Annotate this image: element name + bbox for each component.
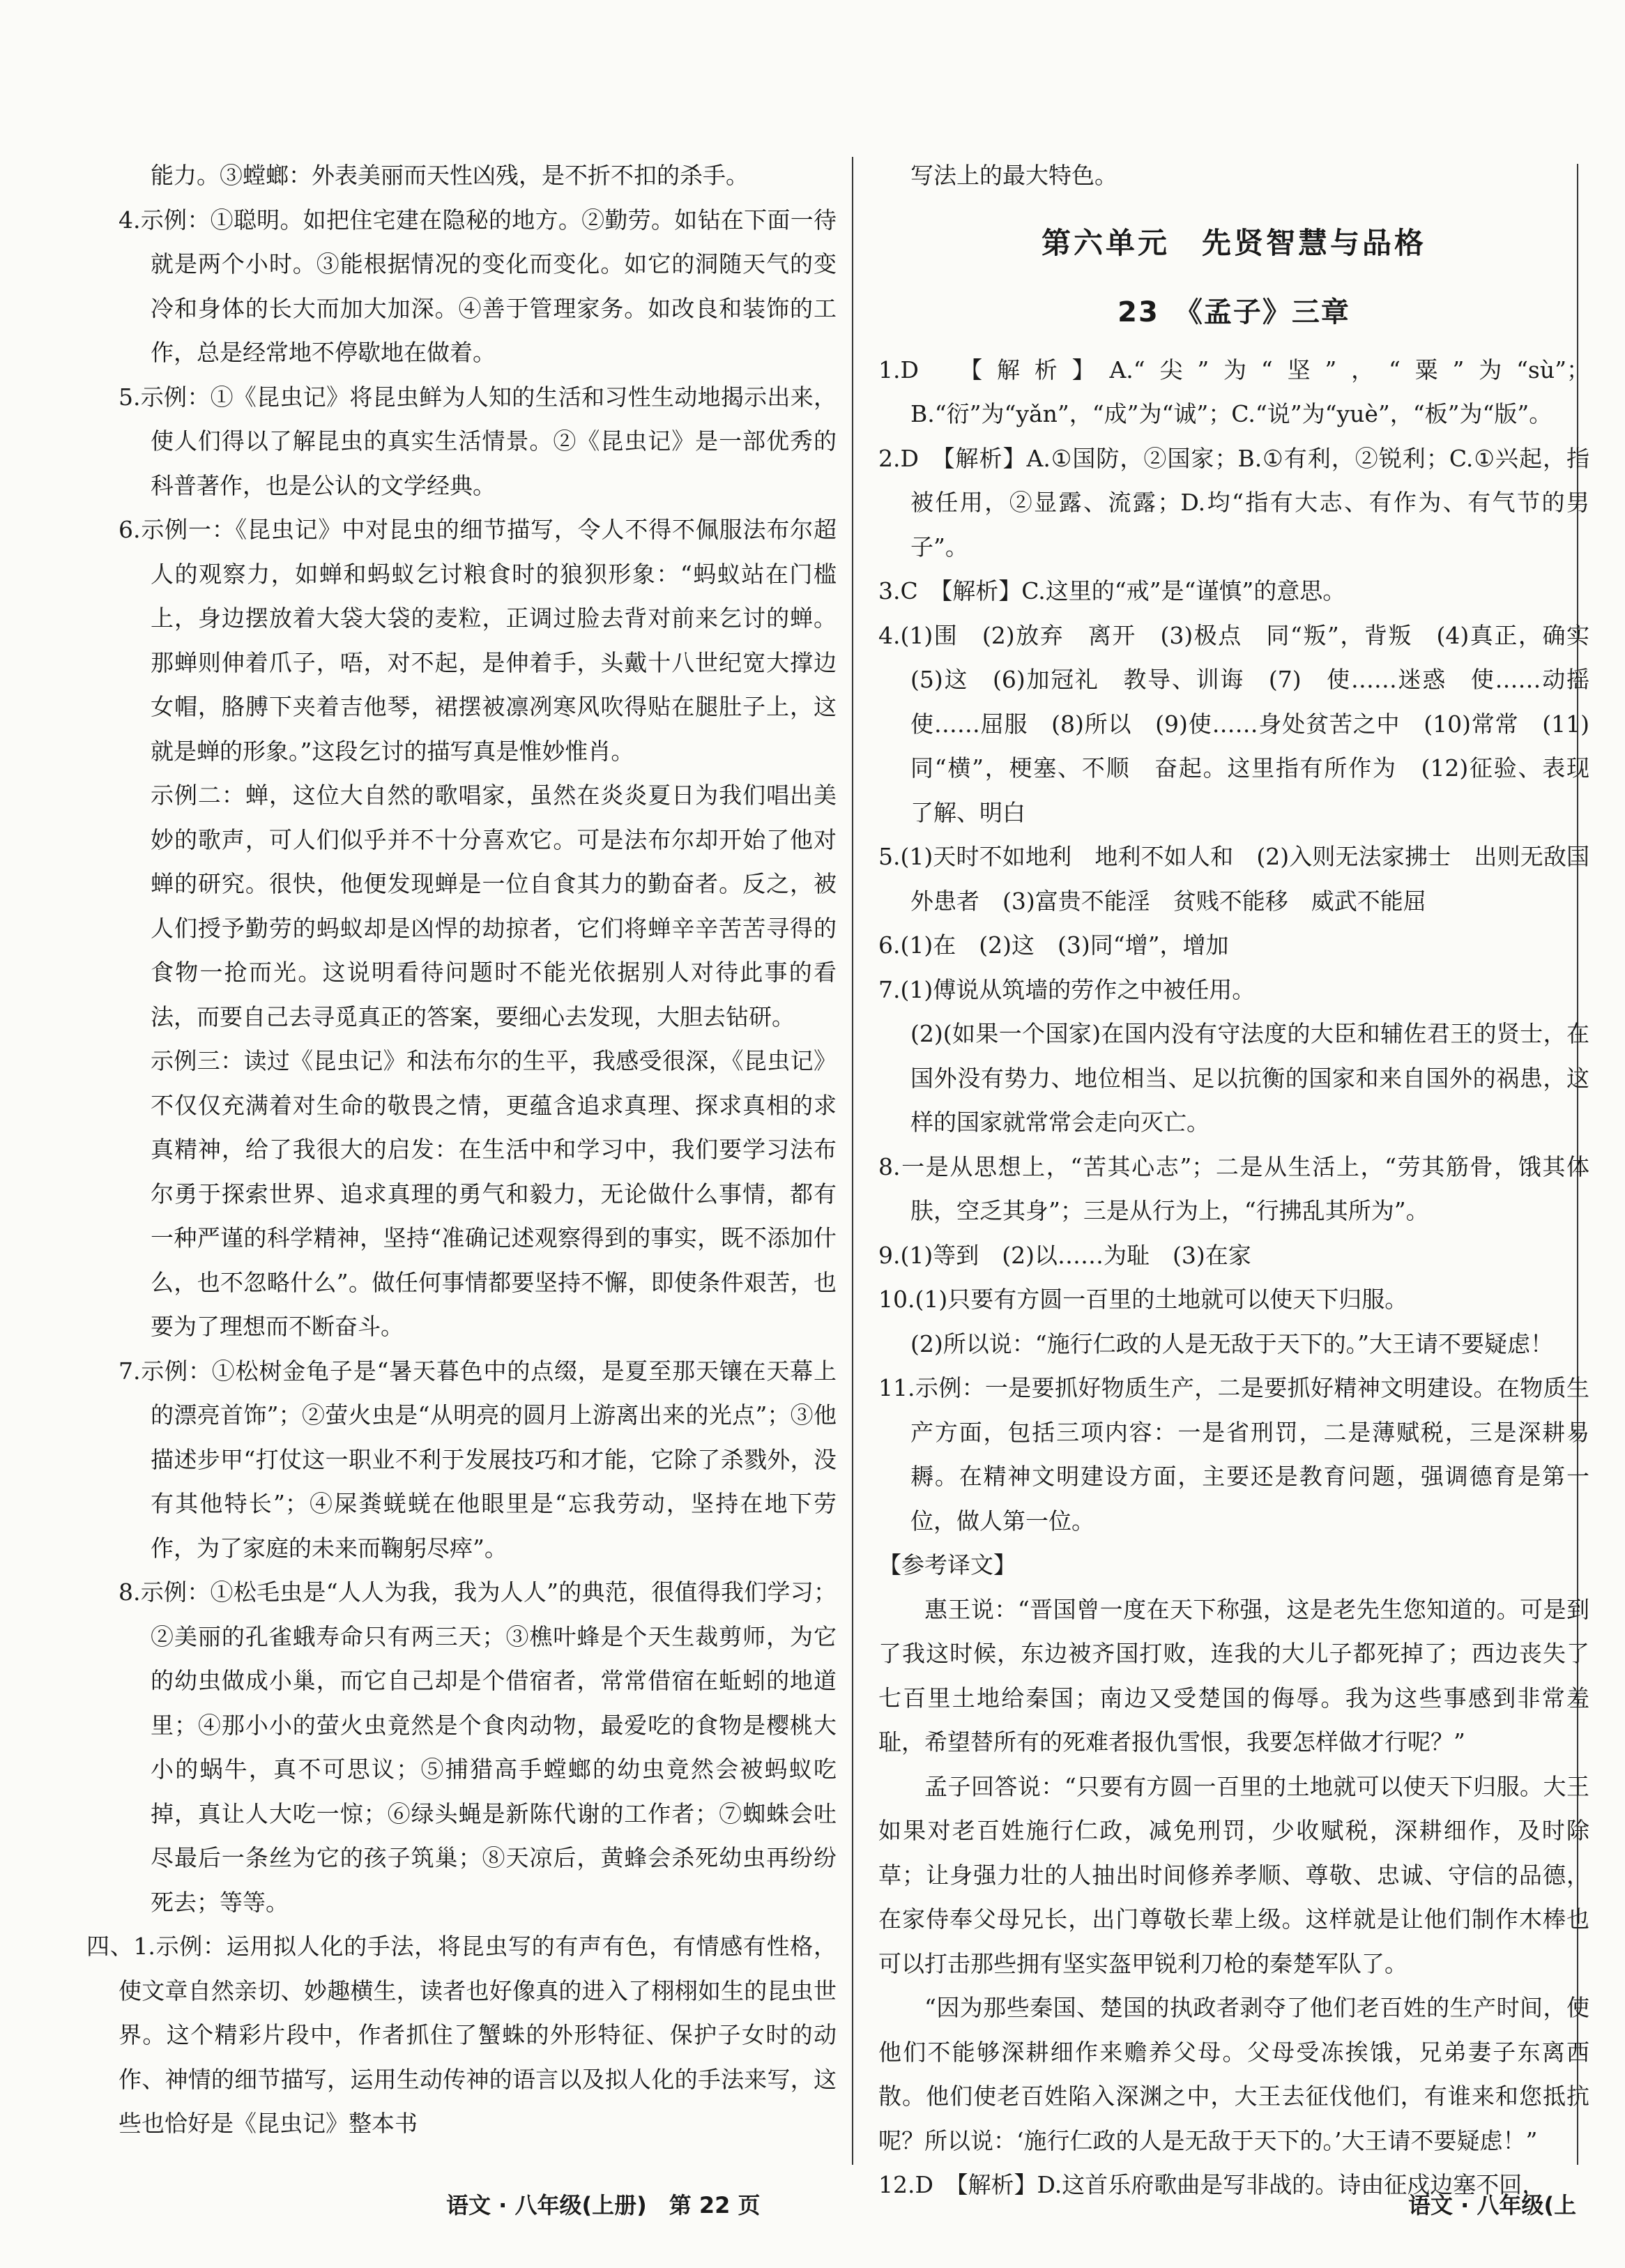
- paragraph: 8.一是从思想上，“苦其心志”；二是从生活上，“劳其筋骨，饿其体肤，空乏其身”；三是从行为上，“行拂乱其所为”。: [878, 1152, 1589, 1224]
- paragraph: 示例三：读过《昆虫记》和法布尔的生平，我感受很深，《昆虫记》不仅仅充满着对生命的敬畏之情，更蕴含追求真理、探求真相的求真精神，给了我很大的启发：在生活中和学习中，我们要学习法布尔勇于探索世界、追求真理的勇气和毅力，无论做什么事情，都有一种严谨的科学精神，坚持“准确记述观察得到的事实，既不添加什么，也不忽略什么”。做任何事情都要坚持不懈，即使条件艰苦，也要为了理想而不断奋斗。: [151, 1047, 837, 1340]
- paragraph: 能力。③螳螂：外表美丽而天性凶残，是不折不扣的杀手。: [151, 162, 749, 189]
- paragraph: 5.(1)天时不如地利 地利不如人和 (2)入则无法家拂士 出则无敌国外患者 (3)富贵不能淫 贫贱不能移 威武不能屈: [878, 843, 1589, 915]
- paragraph: 惠王说：“晋国曾一度在天下称强，这是老先生您知道的。可是到了我这时候，东边被齐国打败，连我的大儿子都死掉了；西边丧失了七百里土地给秦国；南边又受楚国的侮辱。我为这些事感到非常羞耻，希望替所有的死难者报仇雪恨，我要怎样做才行呢？”: [878, 1595, 1589, 1756]
- paragraph: “因为那些秦国、楚国的执政者剥夺了他们老百姓的生产时间，使他们不能够深耕细作来赡养父母。父母受冻挨饿，兄弟妻子东离西散。他们使老百姓陷入深渊之中，大王去征伐他们，有谁来和您抵抗呢？所以说：‘施行仁政的人是无敌于天下的。’大王请不要疑虑！”: [878, 1994, 1589, 2154]
- continued-line: 写法上的最大特色。: [910, 162, 1117, 189]
- paragraph: 示例二：蝉，这位大自然的歌唱家，虽然在炎炎夏日为我们唱出美妙的歌声，可人们似乎并不十分喜欢它。可是法布尔却开始了他对蝉的研究。很快，他便发现蝉是一位自食其力的勤奋者。反之，被人们授予勤劳的蚂蚁却是凶悍的劫掠者，它们将蝉辛辛苦苦寻得的食物一抢而光。这说明看待问题时不能光依据别人对待此事的看法，而要自己去寻觅真正的答案，要细心去发现，大胆去钻研。: [151, 782, 837, 1030]
- paragraph: 12.D 【解析】D.这首乐府歌曲是写非战的。诗由征戍边塞不回，: [878, 2171, 1546, 2198]
- paragraph: (2)(如果一个国家)在国内没有守法度的大臣和辅佐君王的贤士，在国外没有势力、地位相当、足以抗衡的国家和来自国外的祸患，这样的国家就常常会走向灭亡。: [910, 1020, 1589, 1136]
- paragraph: (2)所以说：“施行仁政的人是无敌于天下的。”大王请不要疑虑！: [910, 1330, 1553, 1357]
- paragraph: 11.示例：一是要抓好物质生产，二是要抓好精神文明建设。在物质生产方面，包括三项内容：一是省刑罚，二是薄赋税，三是深耕易耨。在精神文明建设方面，主要还是教育问题，强调德育是第一位，做人第一位。: [878, 1374, 1589, 1535]
- paragraph: 5.示例：①《昆虫记》将昆虫鲜为人知的生活和习性生动地揭示出来，使人们得以了解昆虫的真实生活情景。②《昆虫记》是一部优秀的科普著作，也是公认的文学经典。: [119, 383, 837, 499]
- paragraph: 4.(1)围 (2)放弃 离开 (3)极点 同“叛”，背叛 (4)真正，确实 (5)这 (6)加冠礼 教导、训诲 (7) 使……迷惑 使……动摇 使……屈服 (8)所以 (9)使……身处贫苦之中 (10)常常 (11)同“横”，梗塞、不顺 奋起。这里指有所作为 (12)征验、表现 了解、明白: [878, 621, 1612, 826]
- paragraph: 四、1.示例：运用拟人化的手法，将昆虫写的有声有色，有情感有性格，使文章自然亲切、妙趣横生，读者也好像真的进入了栩栩如生的昆虫世界。这个精彩片段中，作者抓住了蟹蛛的外形特征、保护子女时的动作、神情的细节描写，运用生动传神的语言以及拟人化的手法来写，这些也恰好是《昆虫记》整本书: [86, 1933, 837, 2137]
- unit-title: 第六单元 先贤智慧与品格: [1041, 225, 1426, 260]
- left-column: [86, 153, 837, 2146]
- paragraph: 9.(1)等到 (2)以……为耻 (3)在家: [878, 1241, 1251, 1269]
- paragraph: 1.D 【解析】A.“尖”为“坚”，“粟”为“sù”；B.“衍”为“yǎn”，“成”为“诚”；C.“说”为“yuè”，“板”为“版”。: [878, 356, 1589, 427]
- page-footer-left: 语文 · 八年级(上册) 第 22 页: [446, 2192, 761, 2218]
- lesson-title: 23 《孟子》三章: [1117, 296, 1350, 328]
- paragraph: 6.(1)在 (2)这 (3)同“增”，增加: [878, 931, 1229, 959]
- paragraph: 2.D 【解析】A.①国防，②国家；B.①有利，②锐利；C.①兴起，指被任用，②显露、流露；D.均“指有大志、有作为、有气节的男子”。: [878, 444, 1589, 561]
- paragraph: 4.示例：①聪明。如把住宅建在隐秘的地方。②勤劳。如钻在下面一待就是两个小时。③能根据情况的变化而变化。如它的洞随天气的变冷和身体的长大而加大加深。④善于管理家务。如改良和装饰的工作，总是经常地不停歇地在做着。: [119, 206, 837, 366]
- paragraph: 7.(1)傅说从筑墙的劳作之中被任用。: [878, 975, 1256, 1003]
- column-divider: [852, 157, 853, 2165]
- right-body: [878, 348, 1612, 2207]
- paragraph: 10.(1)只要有方圆一百里的土地就可以使天下归服。: [878, 1286, 1408, 1313]
- paragraph: 3.C 【解析】C.这里的“戒”是“谨慎”的意思。: [878, 577, 1346, 604]
- paragraph: 【参考译文】: [878, 1551, 1016, 1578]
- paragraph: 孟子回答说：“只要有方圆一百里的土地就可以使天下归服。大王如果对老百姓施行仁政，减免刑罚，少收赋税，深耕细作，及时除草；让身强力壮的人抽出时间修养孝顺、尊敬、忠诚、守信的品德，在家侍奉父母兄长，出门尊敬长辈上级。这样就是让他们制作木棒也可以打击那些拥有坚实盔甲锐利刀枪的秦楚军队了。: [878, 1772, 1589, 1977]
- paragraph: 7.示例：①松树金龟子是“暑天暮色中的点缀，是夏至那天镶在天幕上的漂亮首饰”；②萤火虫是“从明亮的圆月上游离出来的光点”；③他描述步甲“打仗这一职业不利于发展技巧和才能，它除了杀戮外，没有其他特长”；④屎粪蜣蜣在他眼里是“忘我劳动，坚持在地下劳作，为了家庭的未来而鞠躬尽瘁”。: [119, 1357, 837, 1562]
- page-footer-right: 语文 · 八年级(上: [1408, 2192, 1577, 2218]
- paragraph: 6.示例一：《昆虫记》中对昆虫的细节描写，令人不得不佩服法布尔超人的观察力，如蝉和蚂蚁乞讨粮食时的狼狈形象：“蚂蚁站在门槛上，身边摆放着大袋大袋的麦粒，正调过脸去背对前来乞讨的蝉。那蝉则伸着爪子，唔，对不起，是伸着手，头戴十八世纪宽大撑边女帽，胳膊下夹着吉他琴，裙摆被凛冽寒风吹得贴在腿肚子上，这就是蝉的形象。”这段乞讨的描写真是惟妙惟肖。: [119, 516, 837, 765]
- right-column: [878, 153, 1612, 2207]
- paragraph: 8.示例：①松毛虫是“人人为我，我为人人”的典范，很值得我们学习；②美丽的孔雀蛾寿命只有两三天；③樵叶蜂是个天生裁剪师，为它的幼虫做成小巢，而它自己却是个借宿者，常常借宿在蚯蚓的地道里；④那小小的萤火虫竟然是个食肉动物，最爱吃的食物是樱桃大小的蜗牛，真不可思议；⑤捕猎高手螳螂的幼虫竟然会被蚂蚁吃掉，真让人大吃一惊；⑥绿头蝇是新陈代谢的工作者；⑦蜘蛛会吐尽最后一条丝为它的孩子筑巢；⑧天凉后，黄蜂会杀死幼虫再纷纷死去；等等。: [119, 1578, 837, 1916]
